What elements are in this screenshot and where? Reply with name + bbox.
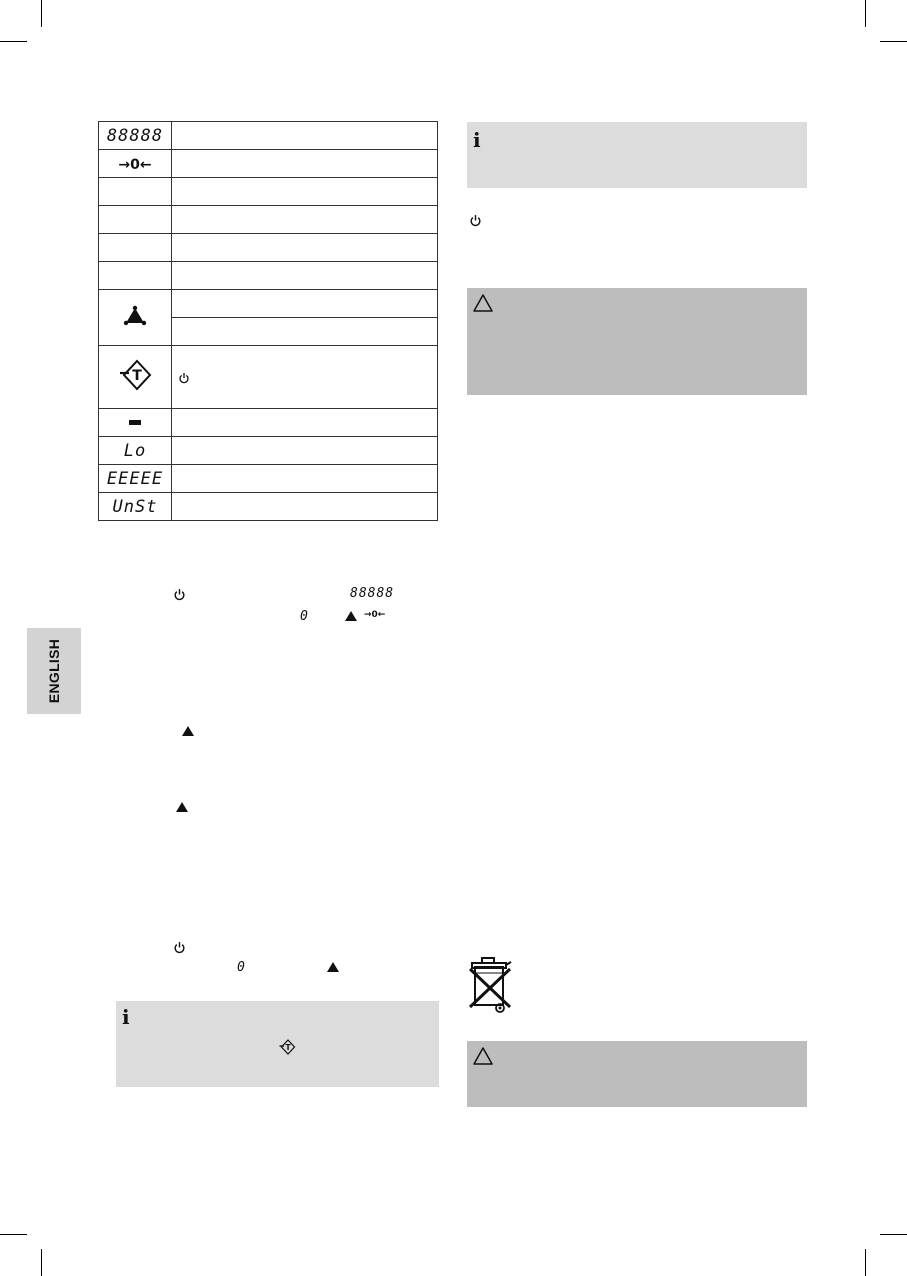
table-desc <box>172 262 438 290</box>
segment-unst: UnSt <box>112 497 158 517</box>
info-icon: i <box>473 128 481 152</box>
unstable-cell <box>99 493 172 521</box>
zero-indicator-inline: →0← <box>364 610 386 620</box>
language-tab <box>27 628 81 714</box>
table-desc <box>172 437 438 465</box>
table-row <box>99 493 438 521</box>
info-note-box <box>467 122 807 188</box>
table-desc <box>172 122 438 150</box>
table-row <box>99 150 438 178</box>
warning-triangle-icon <box>472 1046 494 1066</box>
segment-display-cell <box>99 122 172 150</box>
stable-triangle-icon <box>326 961 340 973</box>
table-row <box>99 262 438 290</box>
stable-triangle-icon <box>181 725 195 737</box>
minus-sign-icon <box>129 420 141 425</box>
crop-mark <box>880 1234 907 1235</box>
table-row <box>99 346 438 409</box>
table-row <box>99 206 438 234</box>
info-note-box <box>116 1001 439 1087</box>
table-desc <box>172 206 438 234</box>
table-desc <box>172 318 438 346</box>
table-row <box>99 465 438 493</box>
table-desc <box>172 290 438 318</box>
table-desc <box>172 493 438 521</box>
svg-text:T: T <box>132 368 142 384</box>
table-row <box>99 178 438 206</box>
language-tab-label: ENGLISH <box>46 638 62 704</box>
table-desc <box>172 465 438 493</box>
info-icon: i <box>122 1005 130 1029</box>
power-icon <box>469 214 482 227</box>
table-desc <box>172 178 438 206</box>
table-row <box>99 234 438 262</box>
svg-text:T: T <box>285 1043 291 1052</box>
segment-lo: Lo <box>123 441 147 461</box>
segment-zero-inline: 0 <box>300 609 309 624</box>
tare-icon-cell <box>99 346 172 409</box>
minus-cell <box>99 409 172 437</box>
stable-triangle-icon <box>344 610 358 622</box>
table-desc <box>172 346 438 409</box>
warning-box <box>467 288 807 395</box>
stable-icon-cell <box>99 290 172 346</box>
warning-triangle-icon <box>472 293 494 313</box>
crop-mark <box>41 0 42 27</box>
display-symbol-table <box>98 121 438 521</box>
crop-mark <box>880 41 907 42</box>
table-row <box>99 290 438 318</box>
crop-mark <box>41 1249 42 1276</box>
error-cell <box>99 465 172 493</box>
segment-88888: 88888 <box>106 126 164 146</box>
power-icon <box>173 941 186 954</box>
crop-mark <box>0 41 27 42</box>
power-icon <box>178 372 190 384</box>
zero-indicator: →0← <box>118 157 152 173</box>
table-desc <box>172 234 438 262</box>
crop-mark <box>865 1249 866 1276</box>
segment-88888-inline: 88888 <box>350 586 395 601</box>
warning-box <box>467 1041 807 1107</box>
power-icon <box>173 588 186 601</box>
table-desc <box>172 150 438 178</box>
table-row <box>99 437 438 465</box>
blank-cell <box>99 234 172 262</box>
crossed-out-wheelie-bin-icon <box>467 955 515 1017</box>
table-row <box>99 122 438 150</box>
segment-eeeee: EEEEE <box>106 469 164 489</box>
blank-cell <box>99 206 172 234</box>
zero-indicator-cell <box>99 150 172 178</box>
table-desc <box>172 409 438 437</box>
crop-mark <box>0 1234 27 1235</box>
tare-icon <box>117 357 153 393</box>
tare-icon <box>278 1038 296 1056</box>
low-battery-cell <box>99 437 172 465</box>
stable-triangle-icon <box>175 801 189 813</box>
blank-cell <box>99 178 172 206</box>
blank-cell <box>99 262 172 290</box>
table-row <box>99 409 438 437</box>
crop-mark <box>865 0 866 27</box>
segment-zero-inline: 0 <box>237 960 246 975</box>
stable-triangle-icon <box>122 305 148 327</box>
